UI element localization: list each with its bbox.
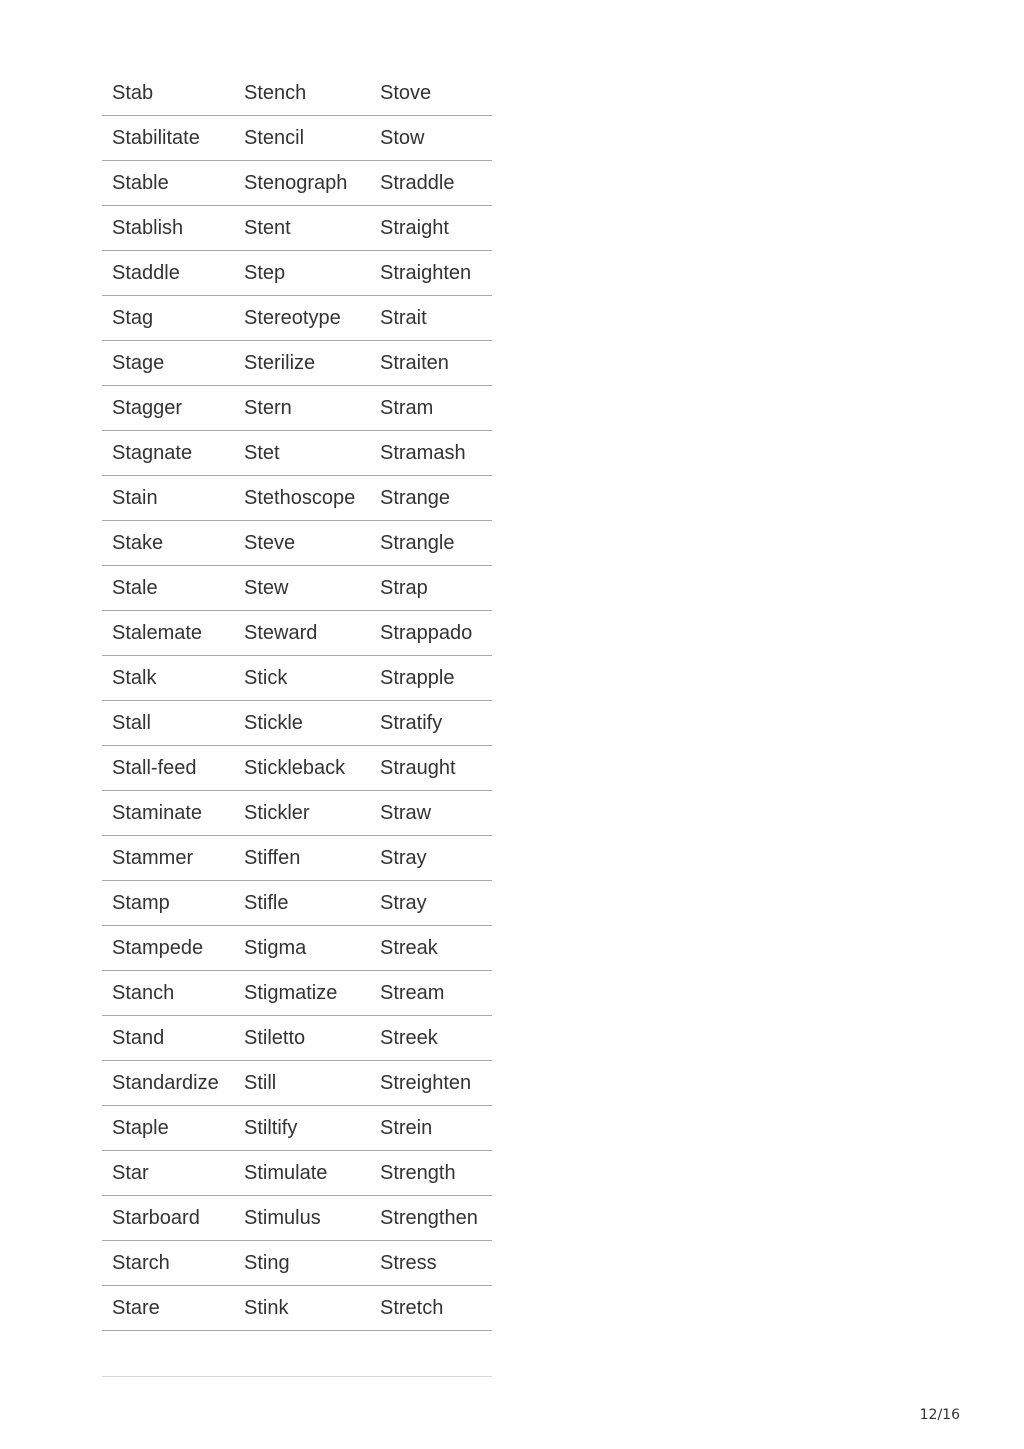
word-cell: Stain [102,476,234,521]
word-cell: Stiffen [234,836,370,881]
word-cell: Stall [102,701,234,746]
table-row [102,1241,492,1286]
word-cell: Sting [234,1241,370,1286]
table-row [102,71,492,116]
word-cell: Staddle [102,251,234,296]
table-row [102,566,492,611]
word-cell: Stigmatize [234,971,370,1016]
word-cell: Stable [102,161,234,206]
word-cell: Stove [370,71,492,116]
word-cell: Starboard [102,1196,234,1241]
word-cell: Strein [370,1106,492,1151]
word-cell: Stigma [234,926,370,971]
word-cell: Stickle [234,701,370,746]
table-row [102,1151,492,1196]
word-cell: Starch [102,1241,234,1286]
word-cell: Straught [370,746,492,791]
table-row [102,431,492,476]
table-row [102,881,492,926]
word-cell: Stiltify [234,1106,370,1151]
word-cell: Strapple [370,656,492,701]
word-cell: Stray [370,836,492,881]
word-cell: Straddle [370,161,492,206]
word-cell: Strait [370,296,492,341]
word-cell: Strengthen [370,1196,492,1241]
word-cell: Stickler [234,791,370,836]
word-cell: Stanch [102,971,234,1016]
word-cell: Stethoscope [234,476,370,521]
word-cell: Steward [234,611,370,656]
word-cell: Step [234,251,370,296]
word-cell: Stale [102,566,234,611]
word-cell: Stall-feed [102,746,234,791]
word-cell: Straight [370,206,492,251]
word-cell: Stimulate [234,1151,370,1196]
table-row [102,206,492,251]
word-cell: Strangle [370,521,492,566]
word-cell: Sterilize [234,341,370,386]
word-cell: Stamp [102,881,234,926]
word-cell: Stag [102,296,234,341]
word-cell: Stage [102,341,234,386]
word-cell: Stand [102,1016,234,1061]
word-cell: Stretch [370,1286,492,1331]
word-cell: Streighten [370,1061,492,1106]
word-cell: Stray [370,881,492,926]
table-row [102,791,492,836]
table-row [102,701,492,746]
word-cell: Stink [234,1286,370,1331]
word-cell: Strap [370,566,492,611]
word-cell: Stencil [234,116,370,161]
word-cell: Stalk [102,656,234,701]
table-row [102,1106,492,1151]
word-cell: Standardize [102,1061,234,1106]
table-row [102,116,492,161]
word-cell: Stimulus [234,1196,370,1241]
table-row [102,521,492,566]
word-cell: Stratify [370,701,492,746]
word-cell: Stream [370,971,492,1016]
word-cell: Stablish [102,206,234,251]
table-row [102,476,492,521]
table-row [102,1196,492,1241]
word-cell: Streak [370,926,492,971]
word-cell: Stalemate [102,611,234,656]
word-cell: Straighten [370,251,492,296]
word-cell: Strange [370,476,492,521]
table-row [102,251,492,296]
word-cell: Stern [234,386,370,431]
word-cell: Strength [370,1151,492,1196]
table-row [102,611,492,656]
table-row [102,386,492,431]
word-cell: Stenograph [234,161,370,206]
table-row [102,296,492,341]
table-row [102,746,492,791]
word-cell: Stench [234,71,370,116]
word-cell: Straiten [370,341,492,386]
word-cell: Straw [370,791,492,836]
word-cell: Stow [370,116,492,161]
word-cell: Stammer [102,836,234,881]
word-cell: Stabilitate [102,116,234,161]
word-cell: Stramash [370,431,492,476]
word-cell: Stare [102,1286,234,1331]
word-cell: Stake [102,521,234,566]
word-table-body [102,71,492,1331]
word-cell: Stickleback [234,746,370,791]
word-cell: Stiletto [234,1016,370,1061]
table-row [102,1286,492,1331]
word-cell: Stress [370,1241,492,1286]
word-cell: Strappado [370,611,492,656]
word-cell: Staminate [102,791,234,836]
word-cell: Stew [234,566,370,611]
word-cell: Streek [370,1016,492,1061]
word-cell: Stab [102,71,234,116]
word-cell: Stereotype [234,296,370,341]
word-cell: Stampede [102,926,234,971]
word-cell: Stifle [234,881,370,926]
word-cell: Steve [234,521,370,566]
word-cell: Star [102,1151,234,1196]
table-row [102,1061,492,1106]
table-row [102,1016,492,1061]
word-cell: Stagnate [102,431,234,476]
word-cell: Stick [234,656,370,701]
word-cell: Stagger [102,386,234,431]
table-row [102,341,492,386]
table-row [102,971,492,1016]
word-cell: Stent [234,206,370,251]
word-cell: Staple [102,1106,234,1151]
table-row [102,926,492,971]
word-table [102,71,492,1331]
bottom-divider [102,1376,492,1377]
table-row [102,161,492,206]
word-cell: Stram [370,386,492,431]
page-number: 12/16 [919,1407,960,1423]
word-cell: Still [234,1061,370,1106]
table-row [102,656,492,701]
word-cell: Stet [234,431,370,476]
table-row [102,836,492,881]
